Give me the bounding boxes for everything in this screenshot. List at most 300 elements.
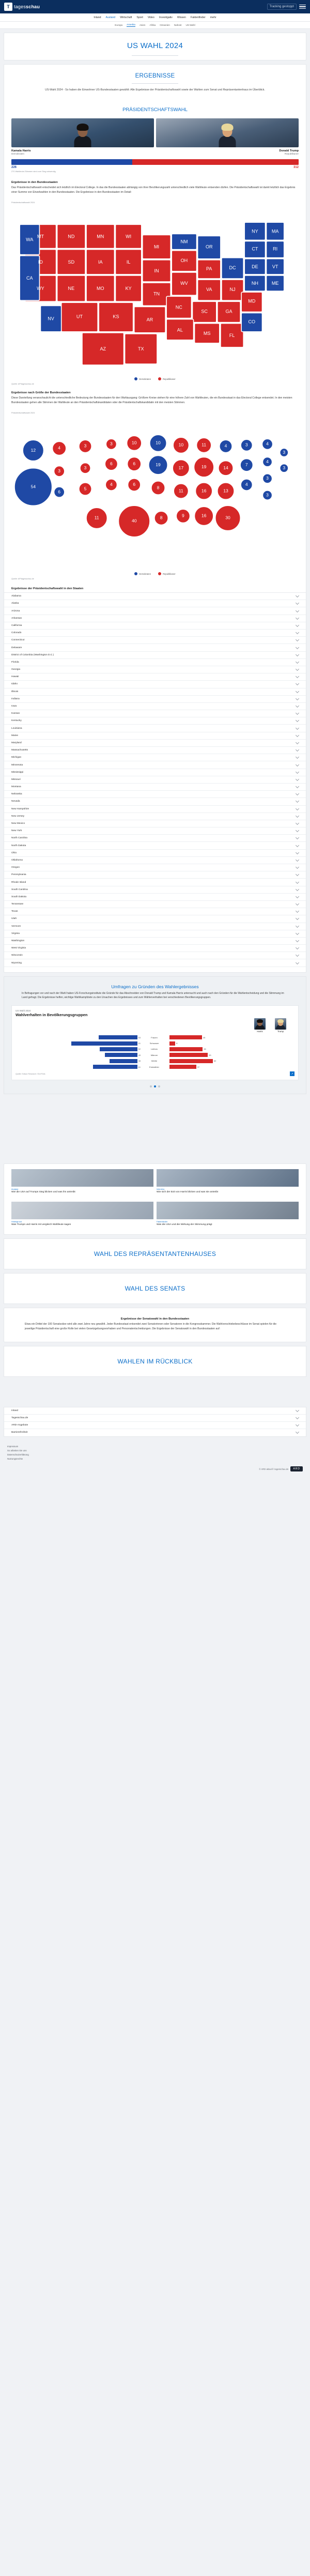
results-section-title: ERGEBNISSE: [135, 73, 175, 79]
electoral-bar-wrap: [4, 155, 306, 175]
svg-text:10: 10: [156, 440, 161, 446]
state-accordion-label: Vermont: [11, 925, 21, 928]
svg-text:NY: NY: [252, 228, 258, 234]
retro-section: [4, 1346, 306, 1377]
candidate-name-trump: Donald Trump: [279, 149, 299, 152]
choropleth-map[interactable]: [4, 204, 306, 375]
avatar: [276, 1019, 285, 1030]
svg-text:19: 19: [201, 464, 207, 469]
page-title: US WAHL 2024: [127, 41, 183, 50]
chevron-down-icon: [296, 777, 299, 781]
logo-mark-letter: T: [7, 4, 10, 9]
us-bubble-map-svg: [9, 414, 301, 570]
state-accordion-row[interactable]: [4, 681, 306, 688]
svg-text:OR: OR: [205, 244, 213, 250]
chart-bar-right: [169, 1053, 295, 1057]
svg-text:DE: DE: [252, 264, 258, 269]
chevron-down-icon: [296, 865, 299, 869]
svg-text:6: 6: [133, 482, 136, 487]
results-section-subtitle: US-Wahl 2024 - So haben die Einwohner US-Bundesstaaten gewählt: Alle Ergebnisse der Präsidentschaftswahl sowie der Wahlen zum Senat und Repräsentantenhaus im Überblick.: [45, 88, 265, 91]
footer-bottom: [0, 1463, 310, 1479]
teaser-image-a: [11, 1169, 153, 1187]
svg-text:3: 3: [266, 492, 269, 498]
state-accordion-label: Delaware: [11, 646, 22, 649]
senate-section-title: WAHL DES SENATS: [125, 1285, 185, 1293]
state-accordion-row[interactable]: [4, 871, 306, 879]
state-accordion-row[interactable]: [4, 938, 306, 945]
state-accordion-label: South Carolina: [11, 888, 28, 891]
state-accordion-label: Montana: [11, 786, 21, 789]
ard-logo: ARD: [290, 1466, 303, 1471]
state-accordion-row[interactable]: [4, 908, 306, 915]
chart-bar-left: [16, 1065, 141, 1069]
svg-text:14: 14: [223, 465, 228, 470]
state-accordion-label: New Hampshire: [11, 807, 29, 810]
nav-item-wissen[interactable]: Wissen: [177, 16, 186, 19]
chevron-down-icon: [296, 887, 299, 891]
svg-text:KS: KS: [113, 314, 119, 319]
state-accordion-row[interactable]: [4, 637, 306, 644]
footer-link-ard[interactable]: [4, 1422, 306, 1429]
nav-item-sport[interactable]: Sport: [136, 16, 143, 19]
state-accordion-row[interactable]: [4, 784, 306, 791]
chevron-down-icon: [296, 689, 299, 693]
chevron-down-icon: [296, 792, 299, 795]
svg-text:CO: CO: [248, 319, 256, 325]
chart-bar-left: [16, 1053, 141, 1057]
chart-category-label: Weiße: [151, 1060, 158, 1063]
poll-card: [4, 976, 306, 1094]
svg-text:3: 3: [110, 441, 113, 447]
legend-swatch-dem: [134, 377, 137, 380]
subnav-item-afrika[interactable]: Afrika: [149, 24, 156, 26]
state-accordion-row[interactable]: [4, 607, 306, 615]
nav-item-ausland[interactable]: Ausland: [105, 16, 116, 19]
state-accordion-row[interactable]: [4, 952, 306, 959]
nav-item-mehr[interactable]: mehr: [210, 16, 216, 19]
nav-item-faktenfinder[interactable]: Faktenfinder: [190, 16, 206, 19]
subnav-item-ozeanien[interactable]: Ozeanien: [160, 24, 170, 26]
svg-text:IN: IN: [154, 268, 159, 273]
svg-text:CA: CA: [26, 275, 33, 281]
chevron-down-icon: [296, 616, 299, 620]
chevron-right-icon: [296, 1430, 299, 1434]
svg-text:3: 3: [283, 449, 286, 455]
svg-text:11: 11: [178, 488, 183, 494]
state-accordion-row[interactable]: [4, 857, 306, 864]
state-accordion-label: Alaska: [11, 602, 19, 605]
chevron-down-icon: [296, 762, 299, 766]
svg-text:3: 3: [58, 468, 61, 474]
svg-text:6: 6: [58, 489, 61, 495]
chevron-down-icon: [296, 704, 299, 708]
chart-bar-left: [16, 1047, 141, 1051]
svg-text:4: 4: [58, 445, 61, 451]
chart-bar-value-harris: 61: [138, 1065, 141, 1068]
chart-category-label: Latinos: [151, 1048, 158, 1051]
state-accordion-label: Indiana: [11, 697, 20, 700]
footer-link-label: Inland: [11, 1409, 19, 1412]
state-accordion-row[interactable]: [4, 820, 306, 827]
chevron-down-icon: [296, 653, 299, 656]
presidency-title: PRÄSIDENTSCHAFTSWAHL: [122, 107, 188, 113]
chart-bar-value-trump: 60: [214, 1060, 216, 1063]
chart-bar-row: [16, 1047, 295, 1051]
state-accordion-label: Ohio: [11, 851, 17, 854]
chart-title: Wahlverhalten in Bevölkerungsgruppen: [16, 1013, 88, 1018]
state-accordion-label: Nevada: [11, 800, 20, 803]
teaser-title: Was die USA und die Wirkung der Stimmung prägt: [157, 1223, 212, 1226]
chart-category-label: Erstwähler: [149, 1065, 159, 1068]
state-accordion-label: Minnesota: [11, 763, 23, 766]
chart-legend-trump: [275, 1018, 286, 1033]
footer-meta-impressum[interactable]: Impressum: [7, 1445, 19, 1448]
svg-text:40: 40: [131, 518, 137, 524]
state-accordion-row[interactable]: [4, 710, 306, 717]
chart-bar-right: [169, 1035, 295, 1039]
chart-bar-right: [169, 1047, 295, 1051]
svg-text:AL: AL: [177, 327, 183, 333]
logo-mark-icon: [4, 3, 12, 11]
state-accordion-row[interactable]: [4, 864, 306, 871]
chevron-down-icon: [296, 821, 299, 825]
chart-bar-row: [16, 1059, 295, 1063]
nav-item-wirtschaft[interactable]: Wirtschaft: [120, 16, 132, 19]
legend-item-dem-2: [134, 572, 151, 575]
legend-item-rep-2: [158, 572, 176, 575]
footer-link-barrierefreiheit[interactable]: [4, 1429, 306, 1436]
footer-meta-datenschutz[interactable]: Datenschutzerklärung: [7, 1453, 29, 1456]
state-accordion-row[interactable]: [4, 754, 306, 761]
state-accordion-row[interactable]: [4, 725, 306, 732]
teaser-title: Was Trumps und Harris mit vergleich Wahlleute sagen: [11, 1223, 71, 1226]
state-accordion-row[interactable]: [4, 959, 306, 967]
candidate-row: [4, 115, 306, 155]
state-accordion-row[interactable]: [4, 732, 306, 740]
state-accordion-row[interactable]: [4, 813, 306, 820]
svg-text:WY: WY: [37, 285, 44, 291]
svg-text:MA: MA: [271, 228, 279, 234]
teaser-title: Wie die USA auf Trumps Sieg blicken und was ihn antreibt: [11, 1191, 75, 1194]
state-accordion-row[interactable]: [4, 652, 306, 659]
brand-suffix: schau: [26, 4, 40, 9]
nav-item-investigativ[interactable]: Investigativ: [159, 16, 173, 19]
teaser-kicker: Hintergrund: [11, 1221, 22, 1223]
chevron-down-icon: [296, 748, 299, 752]
state-accordion-label: Oklahoma: [11, 858, 23, 862]
pager-dot-3[interactable]: [158, 1085, 160, 1087]
svg-text:KY: KY: [125, 285, 132, 291]
state-accordion-label: Connecticut: [11, 639, 25, 642]
state-accordion-row[interactable]: [4, 615, 306, 622]
svg-text:CT: CT: [252, 246, 258, 252]
state-accordion-label: Rhode Island: [11, 881, 26, 884]
list-item[interactable]: [11, 1202, 153, 1227]
chevron-down-icon: [296, 924, 299, 928]
chevron-down-icon: [296, 623, 299, 627]
state-accordion-row[interactable]: [4, 769, 306, 776]
electoral-values: [11, 165, 299, 169]
state-accordion-row[interactable]: [4, 696, 306, 703]
state-accordion-row[interactable]: [4, 703, 306, 710]
state-accordion-row[interactable]: [4, 593, 306, 600]
electoral-bar-note: 270 Wahlleute-Stimmen sind zum Sieg notwendig: [11, 170, 56, 173]
svg-text:6: 6: [133, 461, 136, 466]
footer-meta: [0, 1440, 310, 1464]
state-accordion-label: Washington: [11, 940, 25, 943]
state-accordion-row[interactable]: [4, 717, 306, 725]
svg-text:10: 10: [131, 440, 137, 446]
state-accordion-label: South Dakota: [11, 895, 27, 898]
senate-states-heading: Ergebnisse der Senatswahl in den Bundesstaaten: [120, 1317, 190, 1321]
state-accordion-row[interactable]: [4, 901, 306, 908]
footer-meta-nutzungsrechte[interactable]: Nutzungsrechte: [7, 1458, 23, 1461]
state-accordion-label: Tennessee: [11, 903, 24, 906]
nav-item-video[interactable]: Video: [147, 16, 154, 19]
svg-text:MO: MO: [96, 285, 104, 291]
svg-text:IA: IA: [98, 259, 103, 265]
chart-bar-harris: [110, 1059, 137, 1063]
svg-text:4: 4: [110, 482, 113, 487]
chart-bar-left: [16, 1041, 141, 1046]
svg-text:ND: ND: [68, 234, 75, 239]
state-accordion-row[interactable]: [4, 894, 306, 901]
state-accordion-row[interactable]: [4, 886, 306, 894]
footer: [0, 1401, 310, 1479]
chart-bar-left: [16, 1035, 141, 1039]
chevron-down-icon: [296, 902, 299, 906]
state-accordion-label: Arizona: [11, 609, 20, 612]
state-accordion-label: Pennsylvania: [11, 873, 26, 877]
state-accordion-row[interactable]: [4, 798, 306, 805]
svg-text:11: 11: [94, 515, 99, 520]
footer-link-label: Barrierefreiheit: [11, 1431, 28, 1434]
teaser-row-2: [4, 1202, 306, 1234]
state-accordion-row[interactable]: [4, 791, 306, 798]
chart-bar-trump: [169, 1059, 213, 1063]
states-accordion-heading: Ergebnisse der Präsidentschaftswahl in den Staaten: [11, 587, 84, 591]
chevron-down-icon: [296, 660, 299, 664]
chevron-down-icon: [296, 667, 299, 671]
chevron-down-icon: [296, 939, 299, 942]
chevron-down-icon: [296, 858, 299, 862]
chart-bar-right: [169, 1041, 295, 1046]
chevron-down-icon: [296, 946, 299, 949]
state-accordion-row[interactable]: [4, 630, 306, 637]
bubble-map[interactable]: [4, 414, 306, 570]
state-accordion-row[interactable]: [4, 740, 306, 747]
chart-pager: [4, 1083, 306, 1094]
state-accordion-row[interactable]: [4, 850, 306, 857]
chevron-down-icon: [296, 895, 299, 898]
svg-text:VA: VA: [206, 287, 212, 293]
state-accordion-label: Iowa: [11, 705, 17, 708]
state-accordion-row[interactable]: [4, 776, 306, 784]
bubble-map-caption: Quelle: AP/tagesschau.de: [11, 578, 34, 580]
state-accordion-label: Colorado: [11, 632, 22, 635]
states-accordion-list: [4, 592, 306, 967]
pager-dot-2[interactable]: [154, 1085, 156, 1087]
chart-bar-harris: [93, 1065, 137, 1069]
svg-text:3: 3: [84, 465, 87, 470]
state-accordion-row[interactable]: [4, 915, 306, 923]
tracking-status-button[interactable]: Tracking gestoppt: [267, 4, 297, 10]
teaser-kicker: Interview: [157, 1188, 165, 1191]
subnav-item-uswahl[interactable]: US-Wahl: [185, 24, 195, 26]
logo-text: [14, 4, 40, 9]
chart-bar-harris: [100, 1047, 137, 1051]
teaser-row-1: [4, 1164, 306, 1202]
svg-text:RI: RI: [273, 246, 278, 252]
footer-link-inland[interactable]: [4, 1407, 306, 1415]
state-accordion-row[interactable]: [4, 666, 306, 673]
sub-nav: [0, 22, 310, 29]
state-accordion-row[interactable]: [4, 835, 306, 842]
chart-bars: [16, 1034, 295, 1069]
footer-link-label: Tagesschau.de: [11, 1416, 28, 1419]
chart-bar-trump: [169, 1047, 203, 1051]
pager-dot-1[interactable]: [150, 1085, 152, 1087]
state-accordion-label: Alabama: [11, 595, 21, 598]
candidate-photo-harris: [11, 118, 154, 147]
subnav-item-nahost[interactable]: Nahost: [174, 24, 182, 26]
chart-category-label: Schwarze: [149, 1042, 159, 1045]
chevron-down-icon: [296, 726, 299, 730]
chart-bar-value-trump: 53: [209, 1053, 211, 1056]
state-accordion-row[interactable]: [4, 600, 306, 607]
size-map-body: Diese Darstellung veranschaulicht die unterschiedliche Bedeutung der Bundesstaaten für den Wahlausgang: Größere Kreise stehen für eine höhere Zahl von Wahlleuten, die ein Bundesstaat in das Electoral College entsendet. In den meisten Bundesstaaten gehen alle Stimmen der Wahlleute an den Präsidentschaftskandidaten oder die Präsidentschaftskandidatin mit den meisten Stimmen.: [11, 396, 292, 405]
legend-label-dem-2: Demokraten: [139, 572, 151, 575]
footer-meta-arbeit[interactable]: So arbeiten Sie uns: [7, 1449, 27, 1452]
legend-label-rep-2: Republikaner: [163, 572, 176, 575]
svg-text:NV: NV: [48, 316, 54, 321]
chart-bar-row: [16, 1041, 295, 1046]
state-accordion-label: Texas: [11, 910, 18, 913]
chevron-down-icon: [296, 697, 299, 700]
subnav-item-amerika[interactable]: Amerika: [127, 23, 135, 26]
hamburger-icon[interactable]: [299, 5, 306, 9]
electoral-value-dem: 226: [11, 166, 17, 169]
state-accordion-row[interactable]: [4, 644, 306, 651]
candidate-name-harris: Kamala Harris: [11, 149, 31, 152]
chart-bar-left: [16, 1059, 141, 1063]
svg-text:ME: ME: [271, 280, 279, 286]
footer-link-tagesschau[interactable]: [4, 1415, 306, 1422]
chart-bar-value-harris: 91: [138, 1042, 141, 1045]
chevron-down-icon: [296, 594, 299, 597]
state-accordion-row[interactable]: [4, 923, 306, 930]
subnav-item-europa[interactable]: Europa: [115, 24, 123, 26]
footer-link-label: ARD-Angebote: [11, 1423, 28, 1427]
state-accordion-label: Florida: [11, 661, 19, 664]
svg-text:WV: WV: [180, 280, 188, 286]
teaser-kicker: Faktenfinder: [157, 1221, 168, 1223]
chevron-down-icon: [296, 718, 299, 722]
state-accordion-row[interactable]: [4, 622, 306, 630]
chevron-down-icon: [296, 631, 299, 634]
state-accordion-row[interactable]: [4, 688, 306, 696]
state-accordion-label: North Dakota: [11, 844, 26, 847]
svg-text:OH: OH: [180, 257, 188, 263]
state-accordion-row[interactable]: [4, 673, 306, 681]
top-bar: [0, 0, 310, 13]
chart-kicker: US Wahl 2024: [16, 1009, 31, 1013]
chevron-down-icon: [296, 674, 299, 678]
chart-category-label: Männer: [150, 1053, 158, 1056]
chevron-down-icon: [296, 755, 299, 759]
state-accordion-label: Michigan: [11, 756, 22, 759]
svg-text:11: 11: [202, 442, 207, 448]
chevron-down-icon: [296, 880, 299, 883]
chevron-right-icon: [296, 1408, 299, 1412]
state-accordion-label: Arkansas: [11, 617, 22, 620]
share-icon[interactable]: ↗: [290, 1071, 295, 1076]
state-accordion-row[interactable]: [4, 747, 306, 754]
state-accordion-row[interactable]: [4, 806, 306, 813]
state-accordion-label: Virginia: [11, 932, 20, 935]
candidate-party-harris: Demokraten: [11, 152, 25, 155]
chevron-right-icon: [296, 1423, 299, 1427]
chart-bar-trump: [169, 1035, 202, 1039]
svg-text:19: 19: [156, 462, 161, 467]
svg-text:3: 3: [266, 476, 269, 481]
candidate-photo-trump: [156, 118, 299, 147]
state-accordion-label: California: [11, 624, 22, 627]
chevron-down-icon: [296, 814, 299, 818]
chevron-down-icon: [296, 609, 299, 612]
chevron-down-icon: [296, 601, 299, 605]
chevron-down-icon: [296, 931, 299, 935]
chart-bar-trump: [169, 1041, 178, 1046]
chart-bar-value-harris: 53: [138, 1036, 141, 1039]
svg-text:NH: NH: [251, 280, 258, 286]
legend-swatch-rep: [158, 377, 161, 380]
legend-swatch-dem: [134, 572, 137, 575]
list-item[interactable]: [157, 1202, 299, 1227]
state-accordion-label: Georgia: [11, 668, 21, 671]
senate-states-body: Etwa ein Drittel der 100 Senatssitze wird alle zwei Jahre neu gewählt. Jeder Bundesstaat entsendet zwei Senatorinnen oder Senatoren in die Kongresskammer. Die Wahlverschiebebeschlüsse im Senat spielen für die jeweilige Präsidentschaft eine große Rolle bei vielen Gesetzgebungsvorhaben und Personalentscheidungen. Die Ergebnisse der Senatswahl in den Bundesstaaten auf:: [25, 1323, 277, 1330]
svg-text:4: 4: [224, 443, 227, 449]
chart-bar-right: [169, 1059, 295, 1063]
chart-legend-label-trump: Trump: [277, 1030, 284, 1033]
svg-text:ID: ID: [38, 259, 43, 265]
state-accordion-row[interactable]: [4, 827, 306, 835]
state-accordion-row[interactable]: [4, 842, 306, 849]
subnav-item-asien[interactable]: Asien: [139, 24, 146, 26]
state-accordion-row[interactable]: [4, 930, 306, 938]
state-accordion-row[interactable]: [4, 659, 306, 666]
chart-bar-harris: [71, 1041, 137, 1046]
chevron-down-icon: [296, 741, 299, 744]
chart-bar-trump: [169, 1065, 196, 1069]
state-accordion-label: Idaho: [11, 683, 18, 686]
svg-text:WA: WA: [26, 237, 34, 242]
state-accordion-row[interactable]: [4, 945, 306, 952]
state-accordion-label: Utah: [11, 917, 17, 921]
list-item[interactable]: [157, 1169, 299, 1194]
site-logo[interactable]: [4, 3, 40, 11]
nav-item-inland[interactable]: Inland: [94, 16, 101, 19]
svg-text:4: 4: [266, 441, 269, 447]
svg-text:AZ: AZ: [100, 346, 106, 351]
state-accordion-row[interactable]: [4, 761, 306, 769]
list-item[interactable]: [11, 1169, 153, 1194]
chart-legend: [16, 1017, 295, 1034]
chevron-down-icon: [296, 645, 299, 649]
chart-legend-label-harris: Harris: [257, 1030, 263, 1033]
svg-text:MS: MS: [203, 330, 211, 336]
state-accordion-row[interactable]: [4, 879, 306, 886]
